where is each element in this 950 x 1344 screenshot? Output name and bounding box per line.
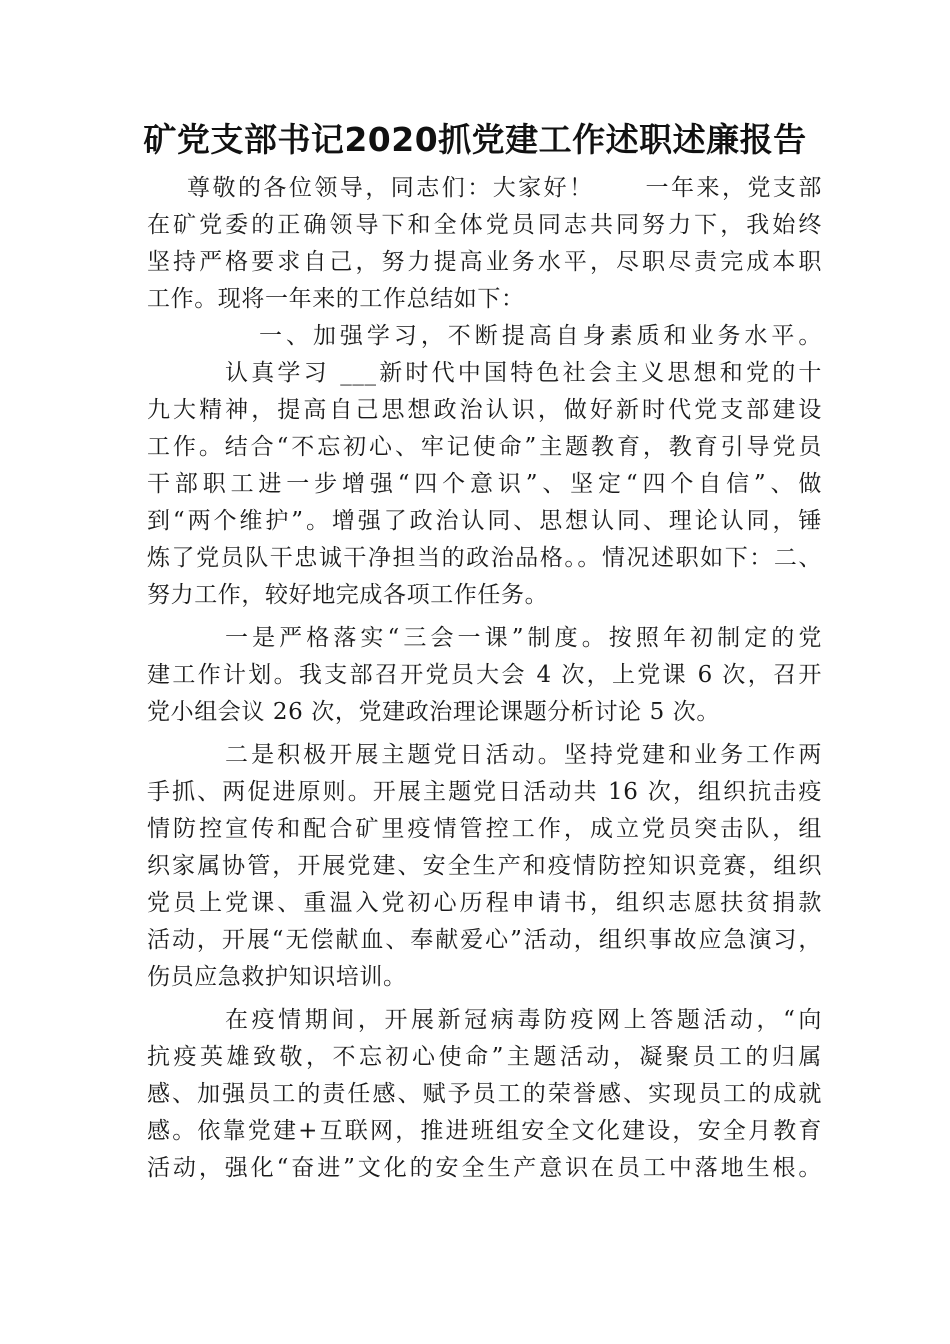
text-line: 一是严格落实“三会一课”制度。按照年初制定的党 [225,625,822,651]
text-line: 党员上党课、重温入党初心历程申请书，组织志愿扶贫捐款 [147,890,822,916]
text-line: 九大精神，提高自己思想政治认识，做好新时代党支部建设 [147,397,822,423]
text-line: 在疫情期间，开展新冠病毒防疫网上答题活动，“向 [225,1007,822,1033]
text-line: 努力工作，较好地完成各项工作任务。 [147,582,549,608]
text-line: 工作。结合“不忘初心、牢记使命”主题教育，教育引导党员 [147,434,822,460]
text-line: 活动，强化“奋进”文化的安全生产意识在员工中落地生根。 [147,1155,822,1181]
text-line: 活动，开展“无偿献血、奉献爱心”活动，组织事故应急演习， [147,927,822,953]
text-line: 情防控宣传和配合矿里疫情管控工作，成立党员突击队，组 [147,816,822,842]
text-line: 织家属协管，开展党建、安全生产和疫情防控知识竞赛，组织 [147,853,822,879]
text-line: 伤员应急救护知识培训。 [147,964,407,990]
text-line: 感。依靠党建+互联网，推进班组安全文化建设，安全月教育 [147,1118,822,1144]
text-line: 认真学习 ___新时代中国特色社会主义思想和党的十 [225,360,822,386]
text-line: 党小组会议 26 次，党建政治理论课题分析讨论 5 次。 [147,699,720,725]
text-line: 建工作计划。我支部召开党员大会 4 次，上党课 6 次，召开 [147,662,822,688]
text-line: 坚持严格要求自己，努力提高业务水平，尽职尽责完成本职 [147,249,822,275]
text-line: 尊敬的各位领导，同志们：大家好！ 一年来，党支部 [187,175,822,201]
text-line: 感、加强员工的责任感、赋予员工的荣誉感、实现员工的成就 [147,1081,822,1107]
text-line: 抗疫英雄致敬，不忘初心使命”主题活动，凝聚员工的归属 [147,1044,822,1070]
text-line: 到“两个维护”。增强了政治认同、思想认同、理论认同，锤 [147,508,822,534]
text-line: 一、加强学习，不断提高自身素质和业务水平。 [259,323,822,349]
text-line: 干部职工进一步增强“四个意识”、坚定“四个自信”、做 [147,471,822,497]
text-line: 二是积极开展主题党日活动。坚持党建和业务工作两 [225,742,822,768]
text-line: 在矿党委的正确领导下和全体党员同志共同努力下，我始终 [147,212,822,238]
document-body [147,170,822,1187]
text-line: 手抓、两促进原则。开展主题党日活动共 16 次，组织抗击疫 [147,779,822,805]
text-line: 炼了党员队干忠诚干净担当的政治品格。。情况述职如下：二、 [147,545,822,571]
document-title: 矿党支部书记2020抓党建工作述职述廉报告 [143,120,807,159]
text-line: 工作。现将一年来的工作总结如下： [147,286,525,312]
